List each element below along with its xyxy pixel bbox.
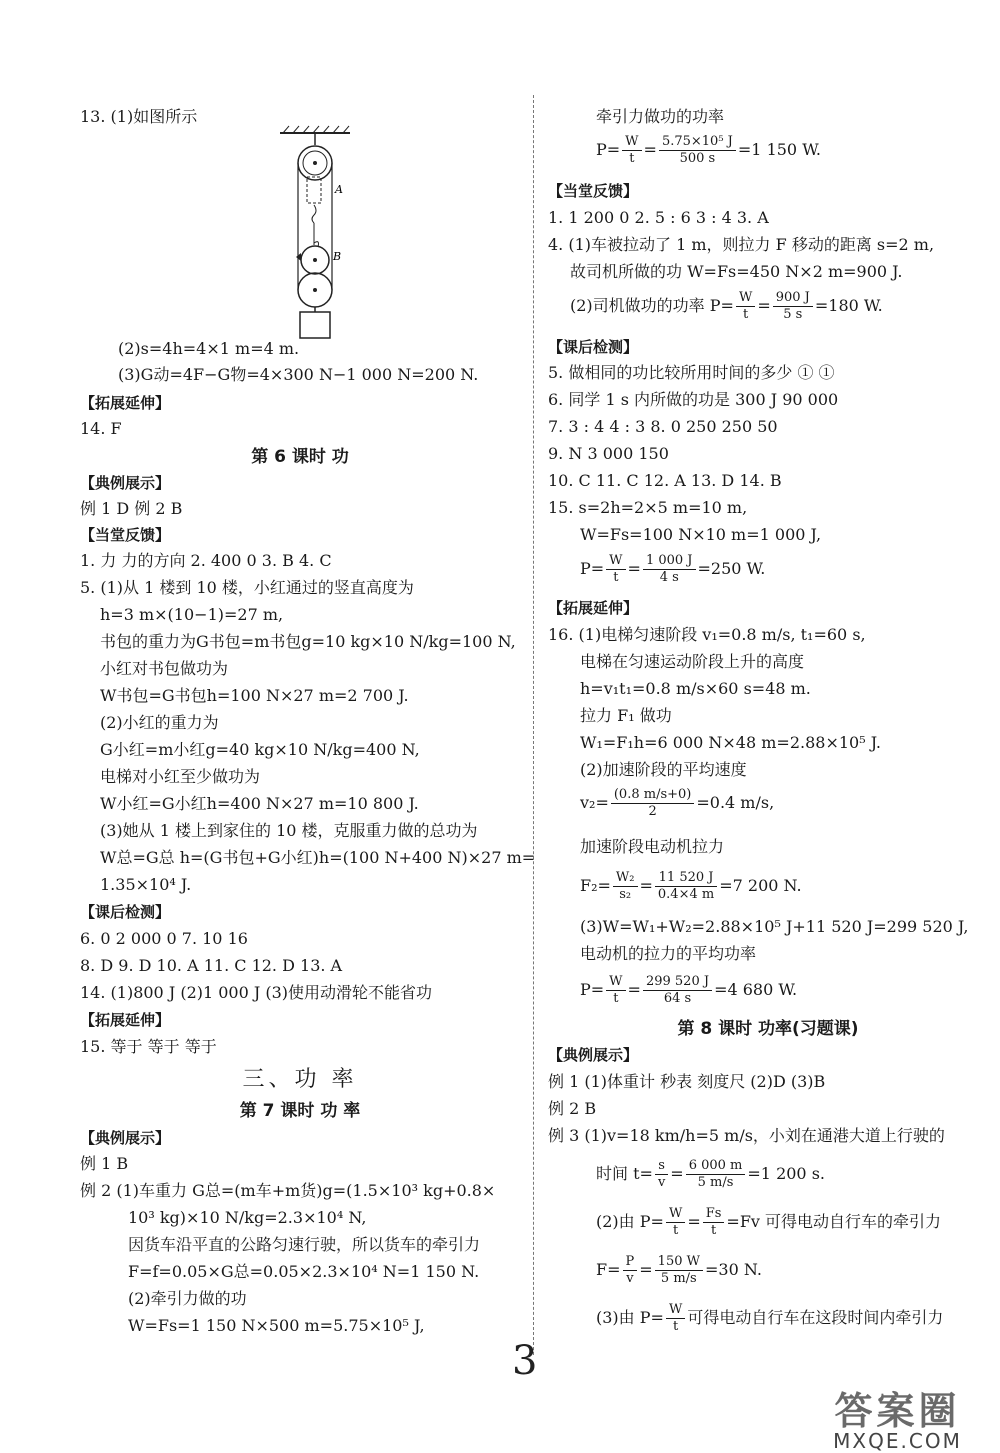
fraction-numerator: 299 520 J bbox=[643, 974, 712, 991]
r-feedback-4b: 故司机所做的功 W=Fs=450 N×2 m=900 J. bbox=[570, 262, 903, 281]
formula-text: =250 W. bbox=[697, 559, 766, 578]
section-heading-examples-3: 【典例展示】 bbox=[548, 1046, 639, 1064]
formula-text: P= bbox=[596, 140, 621, 159]
fraction-numerator: s bbox=[655, 1158, 668, 1175]
r-example-3e bbox=[596, 1298, 943, 1338]
r-example-3a: 例 3 (1)v=18 km/h=5 m/s，小刘在通港大道上行驶的 bbox=[548, 1126, 945, 1145]
formula-text: =4 680 W. bbox=[714, 980, 798, 999]
l6-feedback-5i: W小红=G小红h=400 N×27 m=10 800 J. bbox=[100, 794, 419, 813]
formula-text: P= bbox=[580, 559, 605, 578]
section-heading-extension: 【拓展延伸】 bbox=[80, 394, 171, 412]
formula-text: =1 200 s. bbox=[747, 1164, 825, 1183]
fraction bbox=[666, 1302, 685, 1335]
l6-feedback-5k: W总=G总 h=(G书包+G小红)h=(100 N+400 N)×27 m= bbox=[100, 848, 536, 867]
r-ext-16g bbox=[580, 783, 774, 823]
formula-text: 可得电动自行车在这段时间内牵引力 bbox=[687, 1308, 944, 1327]
r-ext-16a: 16. (1)电梯匀速阶段 v₁=0.8 m/s, t₁=60 s, bbox=[548, 625, 866, 644]
section-heading-feedback-2: 【当堂反馈】 bbox=[548, 182, 639, 200]
r-example-3d: F= $\frac{P}{v}$ = $\frac{150 W}{5 m/s}$ =30 N. bbox=[596, 1254, 762, 1286]
section-heading-examples: 【典例展示】 bbox=[80, 474, 171, 492]
r-check-5: 5. 做相同的功比较所用时间的多少 ① ① bbox=[548, 363, 835, 382]
section-heading-after-class-2: 【课后检测】 bbox=[548, 338, 639, 356]
r-check-9: 9. N 3 000 150 bbox=[548, 444, 669, 463]
l6-check-8-13: 8. D 9. D 10. A 11. C 12. D 13. A bbox=[80, 956, 343, 975]
r-ext-16h: 加速阶段电动机拉力 bbox=[580, 837, 725, 856]
formula-text: =Fv 可得电动自行车的牵引力 bbox=[726, 1212, 942, 1231]
fraction-numerator: W bbox=[666, 1206, 685, 1223]
fraction bbox=[773, 290, 813, 323]
lesson8-title: 第 8 课时 功率(习题课) bbox=[677, 1019, 859, 1039]
l6-feedback-5j: (3)她从 1 楼上到家住的 10 楼，克服重力做的总功为 bbox=[100, 821, 478, 840]
section-heading-feedback: 【当堂反馈】 bbox=[80, 526, 171, 544]
r-example-2: 例 2 B bbox=[548, 1099, 597, 1118]
l7-example-2e: (2)牵引力做的功 bbox=[128, 1289, 247, 1308]
chapter-title: 三、功 率 bbox=[242, 1067, 358, 1092]
formula-text: (3)由 P= bbox=[596, 1308, 664, 1327]
fraction-numerator: 150 W bbox=[655, 1254, 703, 1271]
r-check-15b: W=Fs=100 N×10 m=1 000 J, bbox=[580, 525, 822, 544]
pulley-diagram bbox=[265, 125, 365, 340]
fraction-numerator: W bbox=[736, 290, 755, 307]
l6-feedback-5a: 5. (1)从 1 楼到 10 楼，小红通过的竖直高度为 bbox=[80, 578, 414, 597]
fraction bbox=[613, 870, 638, 903]
section-heading-extension-3: 【拓展延伸】 bbox=[548, 599, 639, 617]
fraction-denominator: v bbox=[657, 1175, 666, 1190]
l7-example-2d: F=f=0.05×G总=0.05×2.3×10⁴ N=1 150 N. bbox=[128, 1262, 480, 1281]
fraction-denominator: t bbox=[743, 307, 749, 322]
fraction bbox=[643, 553, 696, 586]
l6-ext-15: 15. 等于 等于 等于 bbox=[80, 1037, 217, 1056]
site-watermark bbox=[795, 1380, 1000, 1453]
r-check-15c: P= $\frac{W}{t}$ = $\frac{1 000 J}{4 s}$ =250 W. bbox=[580, 553, 766, 585]
formula-text: 时间 t= bbox=[596, 1164, 653, 1183]
fraction bbox=[655, 870, 717, 903]
q13-part2: (2)s=4h=4×1 m=4 m. bbox=[118, 339, 300, 358]
fraction-numerator: (0.8 m/s+0) bbox=[611, 787, 695, 804]
r-ext-16k: 电动机的拉力的平均功率 bbox=[580, 944, 757, 963]
r-example-1: 例 1 (1)体重计 秒表 刻度尺 (2)D (3)B bbox=[548, 1072, 826, 1091]
fraction-numerator: W bbox=[666, 1302, 685, 1319]
section-heading-examples-2: 【典例展示】 bbox=[80, 1129, 171, 1147]
q14-answer: 14. F bbox=[80, 419, 122, 438]
r-check-7-8: 7. 3 : 4 4 : 3 8. 0 250 250 50 bbox=[548, 417, 778, 436]
fraction-numerator: 6 000 m bbox=[686, 1158, 746, 1175]
l6-feedback-5h: 电梯对小红至少做功为 bbox=[100, 767, 261, 786]
formula-text: F= bbox=[596, 1260, 621, 1279]
l6-feedback-5d: 小红对书包做功为 bbox=[100, 659, 229, 678]
r-feedback-1-3: 1. 1 200 0 2. 5 : 6 3 : 4 3. A bbox=[548, 208, 769, 227]
fraction bbox=[606, 553, 625, 586]
l7-example-2a: 例 2 (1)车重力 G总=(m车+m货)g=(1.5×10³ kg+0.8× bbox=[80, 1181, 496, 1200]
r-ext-16i: F₂= $\frac{\text{W₂}}{\text{s₂}}$ = $\frac{11 520 J}{0.4\times 4 m}$ =7 200 N. bbox=[580, 870, 802, 902]
r-example-3b: 时间 t= $\frac{s}{v}$ = $\frac{6 000 m}{5 m/s}$ =1 200 s. bbox=[596, 1158, 825, 1190]
formula-text: (2)司机做功的功率 P= bbox=[570, 296, 734, 315]
formula-text: =180 W. bbox=[814, 296, 883, 315]
l6-feedback-5b: h=3 m×(10−1)=27 m, bbox=[100, 605, 284, 624]
q13-part1: 13. (1)如图所示 bbox=[80, 107, 198, 126]
fraction-denominator: s₂ bbox=[619, 887, 632, 902]
fraction-numerator: 900 J bbox=[773, 290, 813, 307]
fraction-denominator: 5 s bbox=[783, 307, 803, 322]
fraction-numerator: W bbox=[606, 553, 625, 570]
fraction-numerator: 1 000 J bbox=[643, 553, 696, 570]
fraction-numerator: Fs bbox=[703, 1206, 725, 1223]
r-ext-16d: 拉力 F₁ 做功 bbox=[580, 706, 672, 725]
fraction-denominator: 5 m/s bbox=[660, 1271, 697, 1286]
r-check-6: 6. 同学 1 s 内所做的功是 300 J 90 000 bbox=[548, 390, 839, 409]
fraction bbox=[623, 1254, 638, 1287]
l6-check-14: 14. (1)800 J (2)1 000 J (3)使用动滑轮不能省功 bbox=[80, 983, 433, 1002]
r-power-formula bbox=[596, 130, 821, 170]
column-divider bbox=[533, 95, 534, 1355]
fraction-numerator: W bbox=[622, 134, 641, 151]
formula-text: =7 200 N. bbox=[719, 876, 802, 895]
fraction-denominator: t bbox=[613, 991, 619, 1006]
fraction bbox=[686, 1158, 746, 1191]
fraction-denominator: 5 m/s bbox=[697, 1175, 734, 1190]
l6-feedback-1: 1. 力 力的方向 2. 400 0 3. B 4. C bbox=[80, 551, 332, 570]
fraction-numerator: 5.75×10⁵ J bbox=[659, 134, 736, 151]
l6-feedback-5c: 书包的重力为G书包=m书包g=10 kg×10 N/kg=100 N, bbox=[100, 632, 516, 651]
r-ext-16b: 电梯在匀速运动阶段上升的高度 bbox=[580, 652, 805, 671]
fraction bbox=[655, 1158, 668, 1191]
fraction-numerator: 11 520 J bbox=[655, 870, 717, 887]
r-ext-16f: (2)加速阶段的平均速度 bbox=[580, 760, 747, 779]
fraction-numerator: P bbox=[623, 1254, 638, 1271]
l7-example-2f: W=Fs=1 150 N×500 m=5.75×10⁵ J, bbox=[128, 1316, 425, 1335]
watermark-url: MXQE.COM bbox=[833, 1429, 962, 1453]
watermark-title: 答案圈 bbox=[834, 1389, 961, 1433]
formula-text: =1 150 W. bbox=[737, 140, 821, 159]
page-number-mark: 3 bbox=[512, 1338, 538, 1384]
fraction-denominator: t bbox=[673, 1319, 679, 1334]
q13-part3: (3)G动=4F−G物=4×300 N−1 000 N=200 N. bbox=[118, 365, 479, 384]
fraction-denominator: t bbox=[629, 151, 635, 166]
formula-text: v₂= bbox=[580, 793, 609, 812]
r-feedback-4c: (2)司机做功的功率 P= $\frac{W}{t}$ = $\frac{900 J}{5 s}$ =180 W. bbox=[570, 290, 883, 322]
r-ext-16c: h=v₁t₁=0.8 m/s×60 s=48 m. bbox=[580, 679, 811, 698]
formula-text: (2)由 P= bbox=[596, 1212, 664, 1231]
r-feedback-4a: 4. (1)车被拉动了 1 m，则拉力 F 移动的距离 s=2 m, bbox=[548, 235, 935, 254]
fraction bbox=[655, 1254, 703, 1287]
r-ext-16l: P= $\frac{W}{t}$ = $\frac{299 520 J}{64 s}$ =4 680 W. bbox=[580, 974, 798, 1006]
fraction bbox=[611, 787, 695, 820]
fraction-denominator: 500 s bbox=[679, 151, 716, 166]
fraction-denominator: 0.4×4 m bbox=[657, 887, 715, 902]
l6-feedback-5e: W书包=G书包h=100 N×27 m=2 700 J. bbox=[100, 686, 409, 705]
l6-examples: 例 1 D 例 2 B bbox=[80, 499, 183, 518]
fraction bbox=[703, 1206, 725, 1239]
l7-example-2b: 10³ kg)×10 N/kg=2.3×10⁴ N, bbox=[128, 1208, 367, 1227]
fraction-denominator: t bbox=[710, 1223, 717, 1238]
l6-feedback-5g: G小红=m小红g=40 kg×10 N/kg=400 N, bbox=[100, 740, 420, 759]
l7-example-2c: 因货车沿平直的公路匀速行驶，所以货车的牵引力 bbox=[128, 1235, 481, 1254]
fraction bbox=[622, 134, 641, 167]
l6-check-6-7: 6. 0 2 000 0 7. 10 16 bbox=[80, 929, 248, 948]
r-check-15a: 15. s=2h=2×5 m=10 m, bbox=[548, 498, 748, 517]
fraction-denominator: 4 s bbox=[659, 570, 679, 585]
formula-text: =0.4 m/s, bbox=[696, 793, 775, 812]
fraction-denominator: 2 bbox=[648, 804, 657, 819]
l7-example-1: 例 1 B bbox=[80, 1154, 129, 1173]
fraction bbox=[659, 134, 736, 167]
r-power-label: 牵引力做功的功率 bbox=[596, 107, 725, 126]
fraction-denominator: 64 s bbox=[663, 991, 692, 1006]
fraction-denominator: t bbox=[673, 1223, 679, 1238]
fig-label-b: B bbox=[333, 250, 342, 263]
formula-text: =30 N. bbox=[704, 1260, 762, 1279]
fraction-numerator: W bbox=[606, 974, 625, 991]
r-example-3c: (2)由 P= $\frac{W}{t}$ = $\frac{Fs}{t}$ =Fv 可得电动自行车的牵引力 bbox=[596, 1206, 942, 1238]
fraction-denominator: t bbox=[613, 570, 619, 585]
section-heading-extension-2: 【拓展延伸】 bbox=[80, 1011, 171, 1029]
formula-text: P= bbox=[580, 980, 605, 999]
l6-feedback-5l: 1.35×10⁴ J. bbox=[100, 875, 192, 894]
section-heading-after-class: 【课后检测】 bbox=[80, 903, 171, 921]
formula-text: = bbox=[643, 140, 657, 159]
fraction bbox=[666, 1206, 685, 1239]
fraction-numerator: W₂ bbox=[613, 870, 638, 887]
formula-text: F₂= bbox=[580, 876, 611, 895]
r-ext-16e: W₁=F₁h=6 000 N×48 m=2.88×10⁵ J. bbox=[580, 733, 881, 752]
fraction bbox=[643, 974, 712, 1007]
l6-feedback-5f: (2)小红的重力为 bbox=[100, 713, 219, 732]
fraction bbox=[736, 290, 755, 323]
fig-label-a: A bbox=[335, 183, 343, 196]
r-ext-16j: (3)W=W₁+W₂=2.88×10⁵ J+11 520 J=299 520 J, bbox=[580, 917, 969, 936]
r-check-10-14: 10. C 11. C 12. A 13. D 14. B bbox=[548, 471, 782, 490]
fraction-denominator: v bbox=[626, 1271, 634, 1286]
lesson7-title: 第 7 课时 功 率 bbox=[239, 1101, 361, 1121]
fraction bbox=[606, 974, 625, 1007]
lesson6-title: 第 6 课时 功 bbox=[251, 447, 349, 467]
